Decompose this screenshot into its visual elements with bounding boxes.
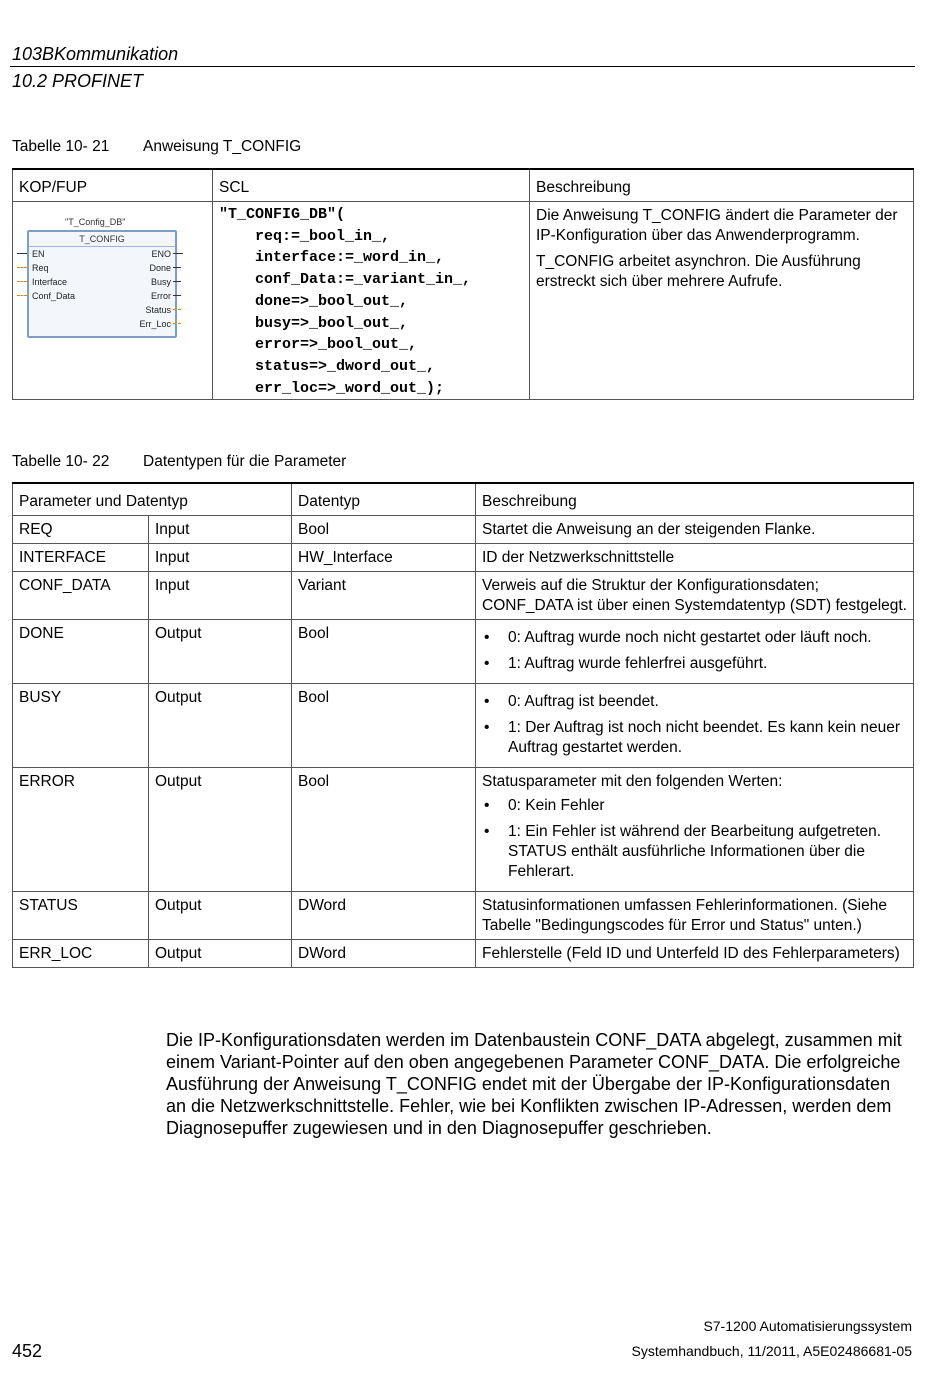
param-name: CONF_DATA <box>13 572 149 620</box>
busy-connector <box>173 281 181 282</box>
req-connector <box>17 267 27 268</box>
status-connector <box>173 309 181 310</box>
table-row <box>13 940 914 968</box>
param-name: ERR_LOC <box>13 940 149 968</box>
table-row <box>13 572 914 620</box>
table-row <box>13 684 914 768</box>
param-type: HW_Interface <box>292 544 476 572</box>
col-header-description: Beschreibung <box>476 483 914 516</box>
table2-caption <box>12 453 346 471</box>
bullet-item: • 0: Auftrag wurde noch nicht gestartet oder läuft noch. <box>482 628 907 648</box>
footer-document-info: Systemhandbuch, 11/2011, A5E02486681-05 <box>631 1343 912 1359</box>
chapter-header: 103BKommunikation <box>12 44 179 64</box>
param-type: Variant <box>292 572 476 620</box>
bullet-item: • 1: Der Auftrag ist noch nicht beendet. Es kann kein neuer Auftrag gestartet werden. <box>482 718 907 758</box>
table2-caption-number: Tabelle 10- 22 <box>12 453 110 470</box>
fb-input-en: EN <box>32 249 45 259</box>
table1-caption-title: Anweisung T_CONFIG <box>143 138 302 155</box>
param-direction: Input <box>149 544 292 572</box>
table1-caption <box>12 138 301 156</box>
footer-product: S7-1200 Automatisierungssystem <box>703 1318 912 1334</box>
table-row <box>13 620 914 684</box>
fb-output-busy: Busy <box>150 277 171 287</box>
fb-input-conf-data: Conf_Data <box>32 291 76 301</box>
param-direction: Output <box>149 892 292 940</box>
fb-input-req: Req <box>32 263 49 273</box>
param-type: Bool <box>292 684 476 768</box>
bullet-item: • 1: Auftrag wurde fehlerfrei ausgeführt. <box>482 654 907 674</box>
table-row <box>13 768 914 892</box>
bullet-item: • 1: Ein Fehler ist während der Bearbeitung aufgetreten. STATUS enthält ausführliche Informationen über die Fehlerart. <box>482 822 907 882</box>
param-type: DWord <box>292 892 476 940</box>
bullet-item: • 0: Auftrag ist beendet. <box>482 692 907 712</box>
table1-caption-number: Tabelle 10- 21 <box>12 138 110 155</box>
section-header: 10.2 PROFINET <box>12 71 144 91</box>
body-paragraph: Die IP-Konfigurationsdaten werden im Datenbaustein CONF_DATA abgelegt, zusammen mit einem Variant-Pointer auf den oben angegebenen Parameter CONF_DATA. Die erfolgreiche Ausführung der Anweisung T_CONFIG endet mit der Übergabe der IP-Konfigurationsdaten an die Netzwerkschnittstelle. Fehler, wie bei Konflikten zwischen IP-Adressen, werden dem Diagnosepuffer zugewiesen und in den Diagnosepuffer geschrieben. <box>166 1030 902 1138</box>
instruction-description <box>530 202 914 400</box>
fb-output-error: Error <box>151 291 171 301</box>
param-type: Bool <box>292 620 476 684</box>
page-number: 452 <box>12 1341 43 1361</box>
instruction-table <box>12 168 914 400</box>
col-header-kop-fup: KOP/FUP <box>13 169 213 202</box>
fb-output-eno: ENO <box>151 249 171 259</box>
col-header-scl: SCL <box>213 169 530 202</box>
param-name: DONE <box>13 620 149 684</box>
param-description <box>476 684 914 768</box>
param-name: INTERFACE <box>13 544 149 572</box>
fb-output-err-loc: Err_Loc <box>139 319 171 329</box>
param-type: DWord <box>292 940 476 968</box>
param-name: REQ <box>13 516 149 544</box>
col-header-description: Beschreibung <box>530 169 914 202</box>
param-name: ERROR <box>13 768 149 892</box>
description-paragraph-1: Die Anweisung T_CONFIG ändert die Parameter der IP-Konfiguration über das Anwenderprogramm. <box>536 207 898 244</box>
description-paragraph-2: T_CONFIG arbeitet asynchron. Die Ausführung erstreckt sich über mehrere Aufrufe. <box>536 253 861 290</box>
err-loc-connector <box>173 323 181 324</box>
header-rule <box>10 66 915 67</box>
col-header-parameter: Parameter und Datentyp <box>13 483 292 516</box>
done-connector <box>173 267 181 268</box>
fb-type-name: T_CONFIG <box>29 233 175 247</box>
param-description <box>476 768 914 892</box>
t-config-function-block <box>13 202 212 362</box>
param-name: STATUS <box>13 892 149 940</box>
param-direction: Output <box>149 684 292 768</box>
param-direction: Output <box>149 620 292 684</box>
eno-connector <box>173 253 183 254</box>
parameter-table <box>12 482 914 968</box>
table-row <box>13 544 914 572</box>
param-description: ID der Netzwerkschnittstelle <box>476 544 914 572</box>
param-type: Bool <box>292 768 476 892</box>
table-row <box>13 892 914 940</box>
col-header-datatype: Datentyp <box>292 483 476 516</box>
fb-instance-name: "T_Config_DB" <box>65 217 126 227</box>
param-direction: Output <box>149 940 292 968</box>
bullet-item: • 0: Kein Fehler <box>482 796 907 816</box>
fb-diagram-cell <box>13 202 213 400</box>
conf-data-connector <box>17 295 27 296</box>
table-row <box>13 516 914 544</box>
param-description <box>476 620 914 684</box>
en-connector <box>17 253 27 254</box>
fb-input-interface: Interface <box>32 277 68 287</box>
fb-output-done: Done <box>149 263 171 273</box>
param-description: Startet die Anweisung an der steigenden Flanke. <box>476 516 914 544</box>
param-description: Fehlerstelle (Feld ID und Unterfeld ID des Fehlerparameters) <box>476 940 914 968</box>
param-description: Verweis auf die Struktur der Konfigurationsdaten; CONF_DATA ist über einen Systemdatentyp (SDT) festgelegt. <box>476 572 914 620</box>
param-direction: Input <box>149 516 292 544</box>
param-name: BUSY <box>13 684 149 768</box>
param-description: Statusinformationen umfassen Fehlerinformationen. (Siehe Tabelle "Bedingungscodes für Error und Status" unten.) <box>476 892 914 940</box>
param-type: Bool <box>292 516 476 544</box>
fb-output-status: Status <box>145 305 171 315</box>
error-connector <box>173 295 181 296</box>
param-direction: Input <box>149 572 292 620</box>
description-intro: Statusparameter mit den folgenden Werten: <box>482 773 783 790</box>
param-direction: Output <box>149 768 292 892</box>
scl-code: "T_CONFIG_DB"( req:=_bool_in_, interface:=_word_in_, conf_Data:=_variant_in_, done=>_bool_out_, busy=>_bool_out_, error=>_bool_out_, status=>_dword_out_, err_loc=>_word_out_); <box>213 202 530 400</box>
interface-connector <box>17 281 27 282</box>
fb-box <box>27 230 177 338</box>
table2-caption-title: Datentypen für die Parameter <box>143 453 347 470</box>
